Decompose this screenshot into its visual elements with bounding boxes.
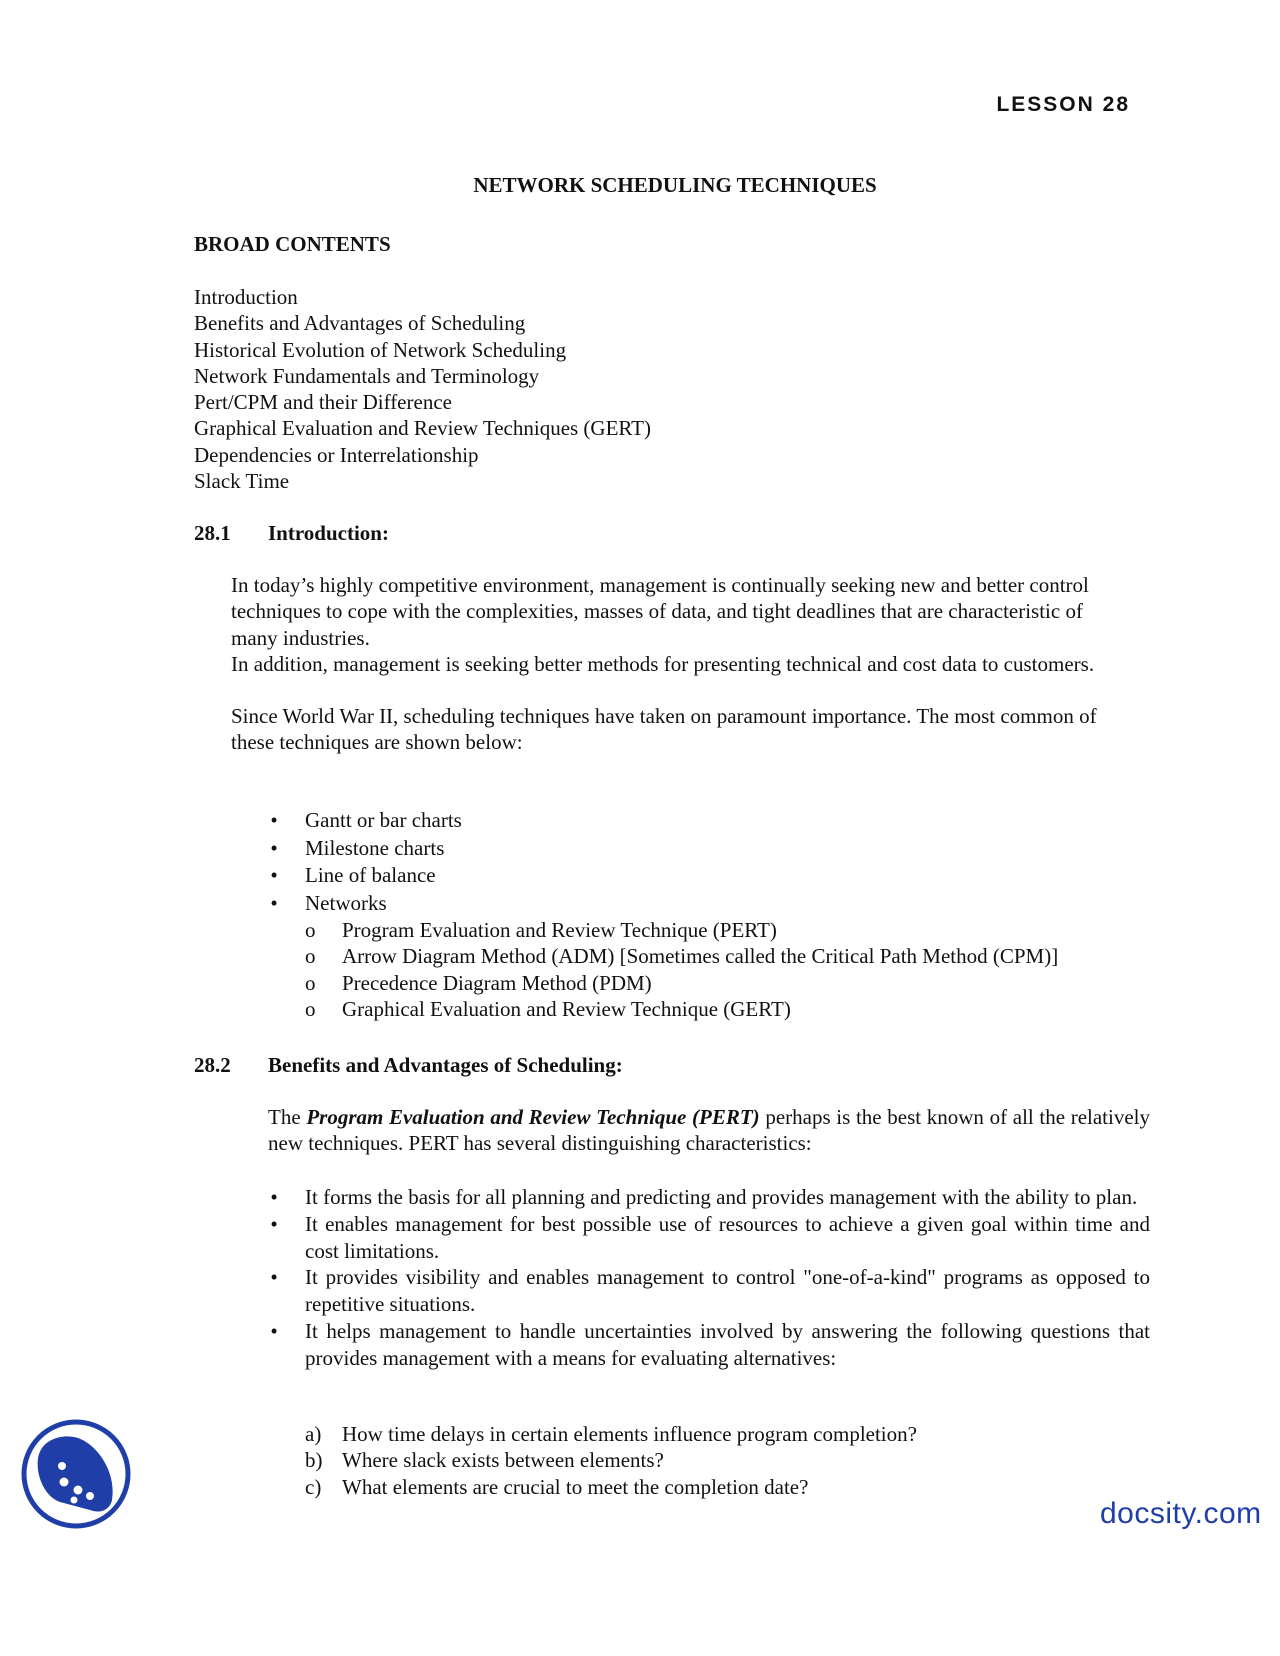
list-item: [268, 807, 1128, 835]
question-marker: b): [305, 1448, 323, 1473]
sub-list-item-text: Graphical Evaluation and Review Technique (GERT): [342, 996, 791, 1021]
broad-contents-list: [194, 284, 651, 494]
bullet-marker: •: [270, 1265, 278, 1290]
intro-text: perhaps is the best known of all the relatively new techniques. PERT has several distinguishing characteristics:: [268, 1105, 1150, 1156]
networks-sublist: [305, 917, 1155, 1022]
sub-bullet-marker: o: [305, 970, 316, 995]
section-body: [231, 572, 1111, 756]
paragraph: In today’s highly competitive environment, management is continually seeking new and better control techniques to cope with the complexities, masses of data, and tight deadlines that are characteristic of many industries.: [231, 573, 1089, 650]
toc-item: Introduction: [194, 285, 298, 309]
section-title: Benefits and Advantages of Scheduling:: [268, 1053, 623, 1077]
list-item-text: Gantt or bar charts: [305, 808, 462, 832]
sub-list-item: [305, 970, 1155, 996]
toc-item: Dependencies or Interrelationship: [194, 442, 479, 467]
list-item-text: It helps management to handle uncertainties involved by answering the following questions that provides management with a means for evaluating alternatives:: [305, 1318, 1150, 1370]
section-number: 28.2: [194, 1053, 231, 1077]
question-item: [305, 1421, 1155, 1447]
evaluation-questions-list: [305, 1421, 1155, 1500]
bullet-marker: •: [270, 1318, 278, 1343]
toc-item: Pert/CPM and their Difference: [194, 390, 452, 415]
list-item: [268, 1318, 1150, 1372]
bullet-marker: •: [270, 890, 278, 915]
pert-intro-paragraph: [268, 1104, 1150, 1157]
broad-contents-heading: BROAD CONTENTS: [194, 232, 391, 256]
page-title: NETWORK SCHEDULING TECHNIQUES: [473, 173, 877, 197]
docsity-brand-link[interactable]: docsity.com: [1100, 1497, 1262, 1530]
toc-item: Graphical Evaluation and Review Techniques (GERT): [194, 416, 651, 441]
sub-bullet-marker: o: [305, 918, 316, 942]
section-number: 28.1: [194, 521, 231, 545]
list-item-text: It enables management for best possible use of resources to achieve a given goal within time and cost limitations.: [305, 1211, 1150, 1263]
list-item: [268, 890, 1128, 918]
bullet-marker: •: [270, 1185, 278, 1209]
pert-emphasis: Program Evaluation and Review Technique (PERT): [306, 1105, 760, 1129]
list-item-text: Line of balance: [305, 863, 436, 887]
sub-bullet-marker: o: [305, 944, 316, 969]
pert-characteristics-list: [268, 1184, 1150, 1372]
toc-item: Network Fundamentals and Terminology: [194, 363, 540, 388]
question-text: What elements are crucial to meet the completion date?: [342, 1474, 809, 1499]
paragraph: Since World War II, scheduling techniques have taken on paramount importance. The most common of these techniques are shown below:: [231, 704, 1097, 755]
intro-text: The: [268, 1105, 307, 1129]
list-item: [268, 835, 1128, 863]
toc-item: Historical Evolution of Network Scheduling: [194, 337, 567, 362]
sub-list-item-text: Program Evaluation and Review Technique (PERT): [342, 918, 777, 942]
list-item-text: Milestone charts: [305, 835, 445, 860]
sub-list-item-text: Arrow Diagram Method (ADM) [Sometimes called the Critical Path Method (CPM)]: [342, 944, 1059, 969]
list-item-text: Networks: [305, 890, 387, 915]
list-item: [268, 1211, 1150, 1265]
question-marker: c): [305, 1474, 322, 1499]
bullet-marker: •: [270, 808, 278, 832]
sub-list-item: [305, 917, 1155, 943]
docsity-logo-icon[interactable]: [20, 1418, 132, 1530]
sub-list-item-text: Precedence Diagram Method (PDM): [342, 970, 652, 995]
sub-list-item: [305, 943, 1155, 969]
sub-bullet-marker: o: [305, 996, 316, 1021]
list-item-text: It forms the basis for all planning and predicting and provides management with the ability to plan.: [305, 1185, 1138, 1209]
list-item: [268, 1184, 1150, 1211]
section-title: Introduction:: [268, 521, 389, 545]
toc-item: Benefits and Advantages of Scheduling: [194, 311, 526, 336]
question-item: [305, 1447, 1155, 1473]
list-item-text: It provides visibility and enables management to control "one-of-a-kind" programs as opposed to repetitive situations.: [305, 1265, 1150, 1317]
lesson-number: LESSON 28: [996, 93, 1130, 116]
toc-item: Slack Time: [194, 469, 290, 494]
bullet-marker: •: [270, 863, 278, 887]
bullet-marker: •: [270, 1211, 278, 1236]
list-item: [268, 862, 1128, 890]
list-item: [268, 1264, 1150, 1318]
paragraph: In addition, management is seeking better methods for presenting technical and cost data to customers.: [231, 651, 1095, 676]
question-text: Where slack exists between elements?: [342, 1448, 664, 1473]
question-marker: a): [305, 1422, 322, 1446]
bullet-marker: •: [270, 835, 278, 860]
question-text: How time delays in certain elements influence program completion?: [342, 1422, 917, 1446]
question-item: [305, 1474, 1155, 1500]
techniques-list: [268, 807, 1128, 917]
sub-list-item: [305, 996, 1155, 1022]
